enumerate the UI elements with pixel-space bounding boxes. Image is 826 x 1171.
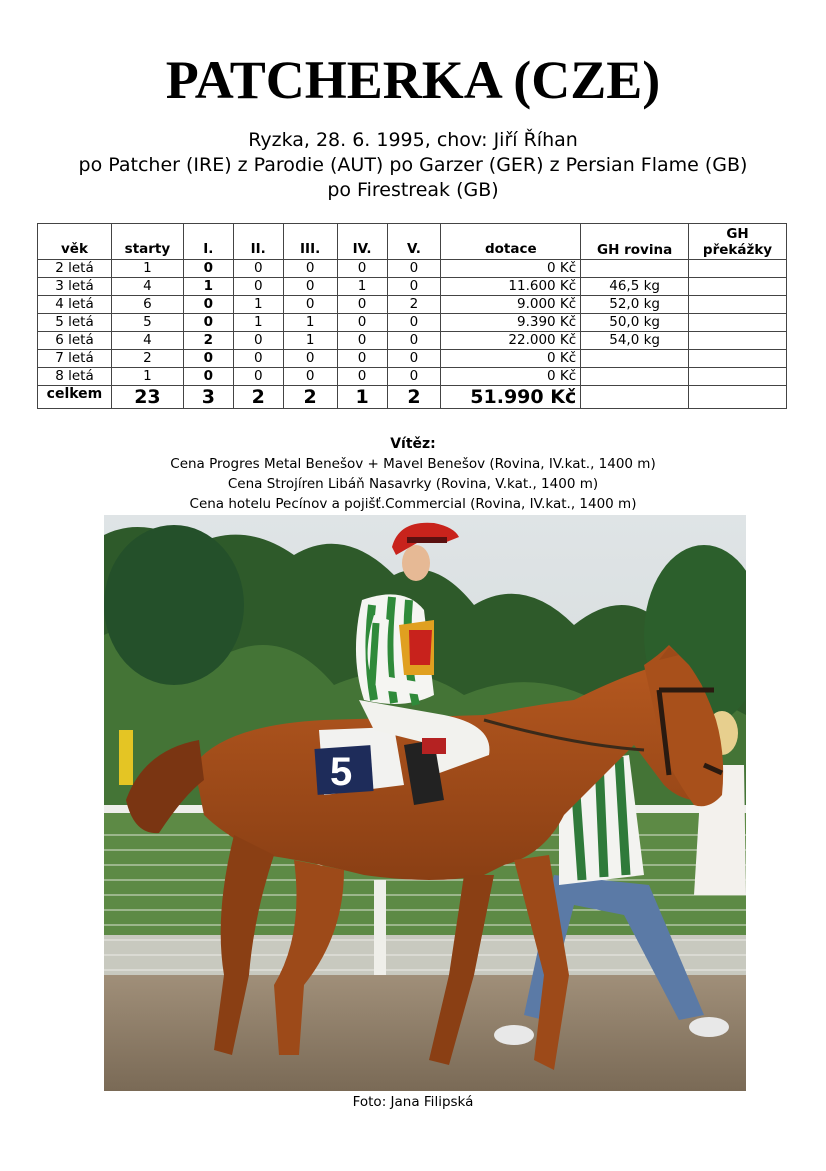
total-label: celkem — [38, 386, 112, 409]
total-gh-jump — [689, 386, 787, 409]
cell-fourth: 0 — [337, 368, 387, 386]
table-row — [38, 296, 787, 314]
photo-caption: Foto: Jana Filipská — [352, 1094, 474, 1110]
cell-starts: 4 — [111, 278, 183, 296]
cell-fourth: 1 — [337, 278, 387, 296]
winner-race: Cena Strojíren Libáň Nasavrky (Rovina, V.kat., 1400 m) — [227, 476, 599, 492]
pedigree-line: po Patcher (IRE) z Parodie (AUT) po Garzer (GER) z Persian Flame (GB) — [78, 154, 748, 176]
cell-second: 0 — [233, 332, 283, 350]
cell-third: 0 — [283, 278, 337, 296]
cell-prize: 0 Kč — [441, 350, 581, 368]
cell-starts: 1 — [111, 368, 183, 386]
cell-first: 0 — [183, 314, 233, 332]
cell-second: 0 — [233, 260, 283, 278]
cell-third: 1 — [283, 332, 337, 350]
cell-prize: 0 Kč — [441, 260, 581, 278]
pedigree-line-2: po Firestreak (GB) — [327, 179, 499, 201]
cell-first: 0 — [183, 368, 233, 386]
total-third: 2 — [283, 386, 337, 409]
cell-age: 2 letá — [38, 260, 112, 278]
cell-age: 8 letá — [38, 368, 112, 386]
cell-starts: 4 — [111, 332, 183, 350]
table-row — [38, 350, 787, 368]
cell-fourth: 0 — [337, 332, 387, 350]
col-header-prize: dotace — [441, 224, 581, 260]
cell-fifth: 0 — [387, 332, 441, 350]
cell-fourth: 0 — [337, 260, 387, 278]
cell-first: 0 — [183, 260, 233, 278]
total-second: 2 — [233, 386, 283, 409]
cell-fifth: 0 — [387, 314, 441, 332]
table-row — [38, 332, 787, 350]
cell-gh-jump — [689, 296, 787, 314]
cell-first: 1 — [183, 278, 233, 296]
total-fifth: 2 — [387, 386, 441, 409]
cell-fourth: 0 — [337, 296, 387, 314]
race-record-table — [37, 223, 787, 409]
cell-third: 0 — [283, 368, 337, 386]
winner-race: Cena Progres Metal Benešov + Mavel Benešov (Rovina, IV.kat., 1400 m) — [170, 456, 656, 472]
winner-heading: Vítěz: — [390, 436, 436, 452]
cell-age: 7 letá — [38, 350, 112, 368]
saddle-number: 5 — [330, 750, 353, 794]
cell-gh-flat: 50,0 kg — [581, 314, 689, 332]
col-header-fifth: V. — [387, 224, 441, 260]
table-row — [38, 278, 787, 296]
cell-gh-jump — [689, 350, 787, 368]
table-total-row — [38, 386, 787, 409]
total-fourth: 1 — [337, 386, 387, 409]
col-header-age: věk — [38, 224, 112, 260]
horse-info-line: Ryzka, 28. 6. 1995, chov: Jiří Říhan — [248, 129, 578, 151]
total-starts: 23 — [111, 386, 183, 409]
col-header-first: I. — [183, 224, 233, 260]
table-row — [38, 314, 787, 332]
cell-prize: 22.000 Kč — [441, 332, 581, 350]
cell-prize: 0 Kč — [441, 368, 581, 386]
table-row — [38, 260, 787, 278]
cell-second: 0 — [233, 278, 283, 296]
table-header-row — [38, 224, 787, 260]
cell-fifth: 0 — [387, 368, 441, 386]
col-header-third: III. — [283, 224, 337, 260]
cell-gh-flat: 46,5 kg — [581, 278, 689, 296]
horse-photo — [104, 515, 746, 1091]
cell-third: 0 — [283, 296, 337, 314]
cell-first: 0 — [183, 350, 233, 368]
cell-starts: 1 — [111, 260, 183, 278]
winner-section — [0, 434, 826, 514]
cell-gh-flat — [581, 260, 689, 278]
cell-third: 0 — [283, 350, 337, 368]
cell-starts: 6 — [111, 296, 183, 314]
cell-fifth: 2 — [387, 296, 441, 314]
cell-gh-jump — [689, 368, 787, 386]
cell-fifth: 0 — [387, 260, 441, 278]
winner-race: Cena hotelu Pecínov a pojišť.Commercial (Rovina, IV.kat., 1400 m) — [189, 496, 637, 512]
cell-fourth: 0 — [337, 314, 387, 332]
cell-fifth: 0 — [387, 278, 441, 296]
cell-age: 5 letá — [38, 314, 112, 332]
horse-name-title: PATCHERKA (CZE) — [165, 50, 661, 110]
cell-gh-jump — [689, 278, 787, 296]
cell-second: 0 — [233, 368, 283, 386]
jockey-face — [402, 545, 430, 581]
total-first: 3 — [183, 386, 233, 409]
cell-third: 1 — [283, 314, 337, 332]
cell-second: 1 — [233, 296, 283, 314]
cell-gh-jump — [689, 332, 787, 350]
cell-starts: 2 — [111, 350, 183, 368]
cell-second: 1 — [233, 314, 283, 332]
cell-age: 3 letá — [38, 278, 112, 296]
cell-prize: 9.000 Kč — [441, 296, 581, 314]
cell-gh-jump — [689, 314, 787, 332]
total-gh-flat — [581, 386, 689, 409]
cell-fourth: 0 — [337, 350, 387, 368]
cell-first: 0 — [183, 296, 233, 314]
cell-prize: 9.390 Kč — [441, 314, 581, 332]
cell-starts: 5 — [111, 314, 183, 332]
cell-prize: 11.600 Kč — [441, 278, 581, 296]
cell-third: 0 — [283, 260, 337, 278]
cell-gh-flat — [581, 350, 689, 368]
col-header-second: II. — [233, 224, 283, 260]
cell-first: 2 — [183, 332, 233, 350]
total-prize: 51.990 Kč — [441, 386, 581, 409]
col-header-fourth: IV. — [337, 224, 387, 260]
cell-age: 6 letá — [38, 332, 112, 350]
cell-gh-jump — [689, 260, 787, 278]
col-header-starts: starty — [111, 224, 183, 260]
cell-second: 0 — [233, 350, 283, 368]
cell-gh-flat: 52,0 kg — [581, 296, 689, 314]
col-header-gh-jump: GH překážky — [689, 224, 787, 260]
cell-age: 4 letá — [38, 296, 112, 314]
col-header-gh-flat: GH rovina — [581, 224, 689, 260]
cell-gh-flat: 54,0 kg — [581, 332, 689, 350]
table-row — [38, 368, 787, 386]
cell-fifth: 0 — [387, 350, 441, 368]
cell-gh-flat — [581, 368, 689, 386]
